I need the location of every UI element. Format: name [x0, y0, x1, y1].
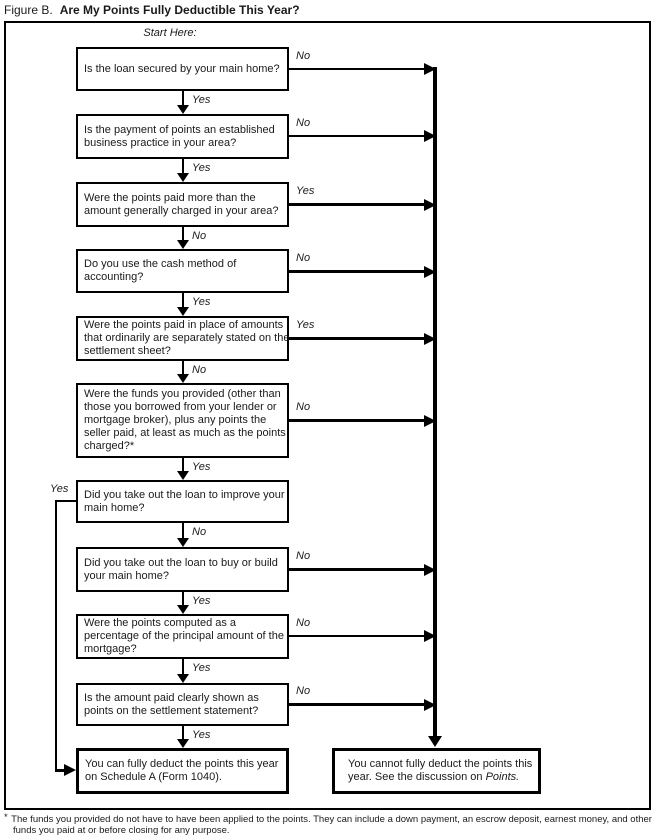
question-box-1	[76, 47, 289, 91]
down-connector-3-label: No	[192, 230, 207, 242]
question-box-7	[76, 480, 289, 523]
down-connector-6-label: Yes	[192, 461, 211, 473]
question-box-8	[76, 547, 289, 592]
result-text-points-ref: Points.	[485, 771, 520, 783]
side-connector-3-label: Yes	[296, 185, 315, 197]
question-text: accounting?	[84, 271, 144, 283]
start-here-label: Start Here:	[143, 27, 197, 39]
question-text: settlement sheet?	[84, 345, 171, 357]
question-text: Is the amount paid clearly shown as	[84, 691, 259, 704]
side-connector-1-label: No	[296, 50, 311, 62]
result-text: You cannot fully deduct the points this	[348, 758, 533, 770]
down-connector-8-label: Yes	[192, 595, 211, 607]
question-text: Did you take out the loan to improve your	[84, 488, 285, 501]
question-text: Did you take out the loan to buy or build	[84, 556, 278, 569]
footnote-text: The funds you provided do not have to have been applied to the points. They can include a down payment, an escrow deposit, earnest money, and other funds you paid at or before closing for any purpose.	[11, 814, 652, 836]
side-connector-3-line	[289, 203, 425, 206]
side-connector-2-line	[289, 135, 425, 137]
result-text: on Schedule A (Form 1040).	[85, 771, 222, 783]
side-connector-8-label: No	[296, 617, 311, 629]
down-connector-7-label: No	[192, 526, 207, 538]
down-connector-5-label: No	[192, 364, 207, 376]
figure-caption	[4, 3, 300, 17]
footnote-asterisk: *	[4, 812, 8, 823]
question-text: Were the points computed as a	[84, 617, 237, 629]
question-box-10	[76, 683, 289, 726]
down-arrow-10-icon	[177, 739, 189, 748]
question-text: Is the payment of points an established	[84, 123, 275, 136]
down-arrow-3-icon	[177, 240, 189, 249]
down-arrow-4-icon	[177, 307, 189, 316]
question-box-9	[76, 614, 289, 659]
question-text: Were the funds you provided (other than	[84, 388, 281, 400]
question-text: Do you use the cash method of	[84, 258, 237, 270]
question-text: percentage of the principal amount of the	[84, 630, 284, 642]
side-connector-6-label: No	[296, 401, 311, 413]
question-text: main home?	[84, 501, 145, 514]
down-arrow-1-icon	[177, 105, 189, 114]
question-text: amount generally charged in your area?	[84, 204, 279, 217]
result-text-main: year. See the discussion on	[348, 771, 486, 783]
side-connector-2-label: No	[296, 117, 311, 129]
trunk-arrow-down-icon	[428, 736, 442, 747]
down-connector-4-label: Yes	[192, 296, 211, 308]
question-text: Were the points paid in place of amounts	[84, 319, 284, 331]
side-connector-1-line	[289, 68, 425, 70]
question-box-4	[76, 249, 289, 293]
down-arrow-2-icon	[177, 173, 189, 182]
result-box-not-deductible	[332, 748, 541, 794]
side-connector-7-line	[289, 568, 425, 571]
question-text: that ordinarily are separately stated on the	[84, 332, 290, 344]
question-text: seller paid, at least as much as the points	[84, 427, 286, 439]
question-text: business practice in your area?	[84, 136, 237, 149]
down-connector-10-label: Yes	[192, 729, 211, 741]
down-arrow-8-icon	[177, 605, 189, 614]
down-connector-2-label: Yes	[192, 162, 211, 174]
question-text: mortgage broker), plus any points the	[84, 414, 267, 426]
question-box-5	[76, 316, 289, 361]
side-connector-4-label: No	[296, 252, 311, 264]
figure-label: Figure B.	[4, 3, 53, 17]
footnote	[4, 814, 652, 836]
left-arrow-right-icon	[64, 764, 76, 776]
down-arrow-5-icon	[177, 374, 189, 383]
side-connector-9-line	[289, 703, 425, 706]
side-connector-5-label: Yes	[296, 319, 315, 331]
question-box-3	[76, 182, 289, 227]
figure-title: Are My Points Fully Deductible This Year?	[59, 3, 300, 17]
question-text: Is the loan secured by your main home?	[84, 62, 280, 75]
side-connector-5-line	[289, 337, 425, 340]
side-connector-6-line	[289, 419, 425, 422]
result-box-deductible	[76, 748, 289, 794]
question-text: your main home?	[84, 569, 169, 582]
down-arrow-7-icon	[177, 538, 189, 547]
down-arrow-6-icon	[177, 471, 189, 480]
down-connector-1-label: Yes	[192, 94, 211, 106]
down-arrow-9-icon	[177, 674, 189, 683]
question-text: points on the settlement statement?	[84, 704, 259, 717]
down-connector-9-label: Yes	[192, 662, 211, 674]
side-connector-9-label: No	[296, 685, 311, 697]
question-text: Were the points paid more than the	[84, 191, 256, 204]
side-connector-4-line	[289, 270, 425, 273]
side-connector-8-line	[289, 635, 425, 637]
question-box-6	[76, 383, 289, 458]
question-text: charged?*	[84, 440, 135, 452]
no-trunk-line	[433, 67, 437, 737]
side-connector-7-label: No	[296, 550, 311, 562]
result-text: You can fully deduct the points this year	[85, 758, 279, 770]
left-connector-top-line	[55, 500, 76, 502]
left-connector-vertical-line	[55, 500, 57, 771]
question-text: those you borrowed from your lender or	[84, 401, 277, 413]
question-text: mortgage?	[84, 643, 137, 655]
left-connector-label: Yes	[50, 483, 69, 495]
question-box-2	[76, 114, 289, 159]
result-text	[348, 771, 538, 784]
